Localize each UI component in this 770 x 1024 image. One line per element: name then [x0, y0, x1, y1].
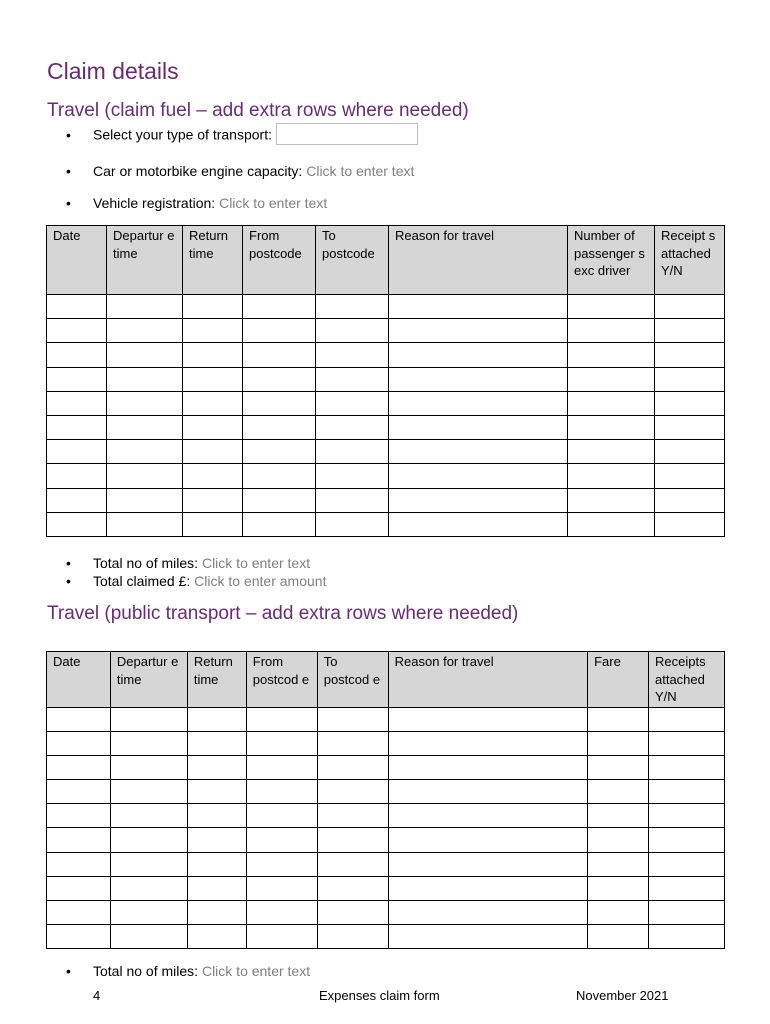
- table-cell[interactable]: [568, 367, 655, 391]
- table-cell[interactable]: [568, 319, 655, 343]
- table-cell[interactable]: [317, 755, 388, 779]
- table-row: [47, 804, 725, 828]
- vehicle-registration-label: Vehicle registration:: [93, 195, 216, 211]
- table-row: [47, 901, 725, 925]
- table-cell[interactable]: [317, 804, 388, 828]
- table-cell[interactable]: [316, 488, 389, 512]
- table-cell[interactable]: [648, 925, 724, 949]
- table-cell[interactable]: [47, 804, 111, 828]
- table-cell[interactable]: [110, 731, 187, 755]
- bullet-icon: •: [66, 163, 71, 179]
- subheading-travel-public: Travel (public transport – add extra rows where needed): [47, 603, 519, 624]
- table-cell[interactable]: [588, 852, 649, 876]
- table-cell[interactable]: [187, 828, 246, 852]
- table-cell[interactable]: [243, 512, 316, 536]
- col-header-date: Date: [47, 652, 111, 708]
- table-cell[interactable]: [107, 391, 183, 415]
- table-row: [47, 780, 725, 804]
- table-cell[interactable]: [648, 828, 724, 852]
- bullet-vehicle-registration: [66, 195, 327, 211]
- bullet-icon: •: [66, 573, 71, 589]
- transport-type-label: Select your type of transport:: [93, 126, 272, 143]
- footer-document-title: Expenses claim form: [319, 988, 440, 1003]
- table-cell[interactable]: [316, 319, 389, 343]
- table-cell[interactable]: [107, 415, 183, 439]
- table-cell[interactable]: [389, 343, 568, 367]
- table-row: [47, 925, 725, 949]
- table-cell[interactable]: [588, 804, 649, 828]
- table-cell[interactable]: [568, 464, 655, 488]
- col-header-return-time: Return time: [187, 652, 246, 708]
- vehicle-registration-field[interactable]: Click to enter text: [219, 195, 328, 211]
- table-cell[interactable]: [183, 343, 243, 367]
- table-cell[interactable]: [110, 780, 187, 804]
- table-cell[interactable]: [110, 707, 187, 731]
- table-cell[interactable]: [588, 925, 649, 949]
- table-cell[interactable]: [648, 804, 724, 828]
- table-cell[interactable]: [107, 319, 183, 343]
- table-cell[interactable]: [389, 295, 568, 319]
- table-cell[interactable]: [588, 731, 649, 755]
- col-header-from-postcode: From postcode: [243, 226, 316, 295]
- table-cell[interactable]: [246, 731, 317, 755]
- table-cell[interactable]: [389, 319, 568, 343]
- table-cell[interactable]: [317, 925, 388, 949]
- table-row: [47, 295, 725, 319]
- table-cell[interactable]: [187, 852, 246, 876]
- table-row: [47, 707, 725, 731]
- fuel-table-header-row: [47, 226, 725, 295]
- table-cell[interactable]: [388, 828, 587, 852]
- table-cell[interactable]: [316, 367, 389, 391]
- table-cell[interactable]: [317, 828, 388, 852]
- table-row: [47, 415, 725, 439]
- total-miles-label: Total no of miles:: [93, 555, 199, 571]
- bullet-total-claimed: [66, 573, 326, 589]
- table-cell[interactable]: [246, 755, 317, 779]
- table-cell[interactable]: [246, 804, 317, 828]
- table-cell[interactable]: [47, 901, 111, 925]
- table-cell[interactable]: [316, 391, 389, 415]
- table-cell[interactable]: [648, 780, 724, 804]
- table-cell[interactable]: [316, 415, 389, 439]
- table-cell[interactable]: [648, 852, 724, 876]
- table-cell[interactable]: [183, 488, 243, 512]
- col-header-date: Date: [47, 226, 107, 295]
- table-cell[interactable]: [47, 295, 107, 319]
- table-cell[interactable]: [187, 755, 246, 779]
- table-cell[interactable]: [110, 876, 187, 900]
- table-cell[interactable]: [47, 707, 111, 731]
- table-cell[interactable]: [388, 925, 587, 949]
- table-cell[interactable]: [389, 415, 568, 439]
- table-cell[interactable]: [655, 367, 725, 391]
- table-cell[interactable]: [246, 925, 317, 949]
- col-header-reason-for-travel: Reason for travel: [388, 652, 587, 708]
- table-cell[interactable]: [243, 343, 316, 367]
- table-cell[interactable]: [389, 391, 568, 415]
- table-cell[interactable]: [388, 804, 587, 828]
- table-cell[interactable]: [110, 804, 187, 828]
- table-cell[interactable]: [246, 780, 317, 804]
- table-row: [47, 731, 725, 755]
- table-cell[interactable]: [243, 391, 316, 415]
- col-header-receipts-attached: Receipt s attached Y/N: [655, 226, 725, 295]
- table-cell[interactable]: [648, 707, 724, 731]
- table-cell[interactable]: [588, 901, 649, 925]
- table-cell[interactable]: [110, 901, 187, 925]
- table-row: [47, 343, 725, 367]
- table-cell[interactable]: [47, 755, 111, 779]
- table-cell[interactable]: [187, 731, 246, 755]
- table-cell[interactable]: [47, 391, 107, 415]
- table-cell[interactable]: [388, 901, 587, 925]
- total-miles-field[interactable]: Click to enter text: [201, 963, 311, 979]
- table-cell[interactable]: [588, 828, 649, 852]
- table-cell[interactable]: [388, 780, 587, 804]
- table-cell[interactable]: [655, 415, 725, 439]
- table-cell[interactable]: [246, 876, 317, 900]
- bullet-icon: •: [66, 195, 71, 211]
- table-cell[interactable]: [187, 876, 246, 900]
- col-header-return-time: Return time: [183, 226, 243, 295]
- table-cell[interactable]: [655, 464, 725, 488]
- table-row: [47, 876, 725, 900]
- table-cell[interactable]: [655, 440, 725, 464]
- table-cell[interactable]: [568, 391, 655, 415]
- table-cell[interactable]: [110, 852, 187, 876]
- table-row: [47, 512, 725, 536]
- table-cell[interactable]: [47, 876, 111, 900]
- bullet-fuel-total-miles: [66, 555, 310, 571]
- table-cell[interactable]: [246, 828, 317, 852]
- table-cell[interactable]: [107, 440, 183, 464]
- table-cell[interactable]: [389, 367, 568, 391]
- col-header-from-postcode: From postcod e: [246, 652, 317, 708]
- table-cell[interactable]: [47, 440, 107, 464]
- table-cell[interactable]: [47, 512, 107, 536]
- table-cell[interactable]: [388, 707, 587, 731]
- table-cell[interactable]: [655, 295, 725, 319]
- table-cell[interactable]: [183, 415, 243, 439]
- table-cell[interactable]: [47, 367, 107, 391]
- table-cell[interactable]: [183, 440, 243, 464]
- table-cell[interactable]: [110, 925, 187, 949]
- table-cell[interactable]: [47, 415, 107, 439]
- table-cell[interactable]: [389, 512, 568, 536]
- table-cell[interactable]: [47, 343, 107, 367]
- table-cell[interactable]: [316, 295, 389, 319]
- table-cell[interactable]: [246, 852, 317, 876]
- bullet-public-total-miles: [66, 963, 310, 979]
- table-cell[interactable]: [317, 901, 388, 925]
- table-cell[interactable]: [243, 319, 316, 343]
- table-cell[interactable]: [183, 464, 243, 488]
- table-cell[interactable]: [655, 488, 725, 512]
- table-cell[interactable]: [107, 343, 183, 367]
- col-header-departure-time: Departur e time: [110, 652, 187, 708]
- table-cell[interactable]: [107, 488, 183, 512]
- table-row: [47, 367, 725, 391]
- table-cell[interactable]: [243, 295, 316, 319]
- table-cell[interactable]: [317, 780, 388, 804]
- table-cell[interactable]: [655, 391, 725, 415]
- table-cell[interactable]: [183, 295, 243, 319]
- table-cell[interactable]: [568, 295, 655, 319]
- table-cell[interactable]: [316, 343, 389, 367]
- table-row: [47, 828, 725, 852]
- table-cell[interactable]: [47, 464, 107, 488]
- engine-capacity-label: Car or motorbike engine capacity:: [93, 163, 303, 179]
- table-row: [47, 319, 725, 343]
- table-cell[interactable]: [243, 367, 316, 391]
- table-cell[interactable]: [246, 901, 317, 925]
- table-cell[interactable]: [107, 512, 183, 536]
- bullet-icon: •: [66, 555, 71, 571]
- table-cell[interactable]: [388, 852, 587, 876]
- subheading-travel-fuel: Travel (claim fuel – add extra rows where needed): [47, 100, 469, 121]
- table-cell[interactable]: [388, 755, 587, 779]
- table-row: [47, 488, 725, 512]
- total-claimed-label: Total claimed £:: [93, 573, 191, 589]
- table-cell[interactable]: [243, 464, 316, 488]
- public-table-header-row: [47, 652, 725, 708]
- table-cell[interactable]: [47, 731, 111, 755]
- table-cell[interactable]: [243, 488, 316, 512]
- engine-capacity-field[interactable]: Click to enter text: [306, 163, 415, 179]
- table-cell[interactable]: [648, 876, 724, 900]
- bullet-engine-capacity: [66, 163, 414, 179]
- table-cell[interactable]: [110, 828, 187, 852]
- table-cell[interactable]: [389, 440, 568, 464]
- table-row: [47, 755, 725, 779]
- table-cell[interactable]: [187, 901, 246, 925]
- table-cell[interactable]: [568, 415, 655, 439]
- table-row: [47, 852, 725, 876]
- table-cell[interactable]: [183, 367, 243, 391]
- table-cell[interactable]: [568, 343, 655, 367]
- table-cell[interactable]: [588, 707, 649, 731]
- table-cell[interactable]: [47, 780, 111, 804]
- table-row: [47, 464, 725, 488]
- table-cell[interactable]: [47, 828, 111, 852]
- transport-type-input[interactable]: [276, 123, 418, 145]
- table-cell[interactable]: [388, 731, 587, 755]
- bullet-transport-type: [66, 125, 418, 147]
- table-cell[interactable]: [47, 319, 107, 343]
- table-cell[interactable]: [588, 755, 649, 779]
- table-cell[interactable]: [588, 780, 649, 804]
- bullet-icon: •: [66, 963, 71, 979]
- table-cell[interactable]: [648, 731, 724, 755]
- table-cell[interactable]: [655, 343, 725, 367]
- public-transport-table: [46, 651, 725, 949]
- table-cell[interactable]: [568, 488, 655, 512]
- fuel-travel-table: [46, 225, 725, 537]
- table-cell[interactable]: [316, 464, 389, 488]
- table-cell[interactable]: [568, 440, 655, 464]
- total-miles-label: Total no of miles:: [93, 963, 199, 979]
- table-cell[interactable]: [648, 901, 724, 925]
- table-cell[interactable]: [187, 804, 246, 828]
- col-header-to-postcode: To postcod e: [317, 652, 388, 708]
- table-cell[interactable]: [183, 512, 243, 536]
- table-cell[interactable]: [110, 755, 187, 779]
- table-cell[interactable]: [107, 295, 183, 319]
- table-cell[interactable]: [588, 876, 649, 900]
- table-cell[interactable]: [568, 512, 655, 536]
- table-cell[interactable]: [648, 755, 724, 779]
- table-cell[interactable]: [107, 367, 183, 391]
- table-cell[interactable]: [317, 731, 388, 755]
- table-cell[interactable]: [246, 707, 317, 731]
- table-cell[interactable]: [183, 391, 243, 415]
- col-header-to-postcode: To postcode: [316, 226, 389, 295]
- section-title-claim-details: Claim details: [47, 58, 179, 84]
- table-cell[interactable]: [655, 319, 725, 343]
- table-cell[interactable]: [317, 876, 388, 900]
- table-cell[interactable]: [316, 512, 389, 536]
- table-cell[interactable]: [243, 415, 316, 439]
- col-header-departure-time: Departur e time: [107, 226, 183, 295]
- table-cell[interactable]: [187, 780, 246, 804]
- table-cell[interactable]: [317, 707, 388, 731]
- col-header-fare: Fare: [588, 652, 649, 708]
- table-cell[interactable]: [655, 512, 725, 536]
- col-header-receipts-attached: Receipts attached Y/N: [648, 652, 724, 708]
- table-cell[interactable]: [316, 440, 389, 464]
- table-cell[interactable]: [47, 488, 107, 512]
- footer-page-number: 4: [93, 988, 101, 1003]
- table-row: [47, 440, 725, 464]
- table-cell[interactable]: [107, 464, 183, 488]
- table-cell[interactable]: [389, 464, 568, 488]
- table-row: [47, 391, 725, 415]
- table-cell[interactable]: [183, 319, 243, 343]
- footer-date: November 2021: [576, 988, 669, 1003]
- total-claimed-field[interactable]: Click to enter amount: [194, 573, 327, 589]
- table-cell[interactable]: [187, 925, 246, 949]
- table-cell[interactable]: [187, 707, 246, 731]
- table-cell[interactable]: [47, 925, 111, 949]
- col-header-number-of-passengers: Number of passenger s exc driver: [568, 226, 655, 295]
- bullet-icon: •: [66, 126, 71, 143]
- table-cell[interactable]: [47, 852, 111, 876]
- col-header-reason-for-travel: Reason for travel: [389, 226, 568, 295]
- table-cell[interactable]: [317, 852, 388, 876]
- table-cell[interactable]: [389, 488, 568, 512]
- total-miles-field[interactable]: Click to enter text: [201, 555, 311, 571]
- table-cell[interactable]: [243, 440, 316, 464]
- table-cell[interactable]: [388, 876, 587, 900]
